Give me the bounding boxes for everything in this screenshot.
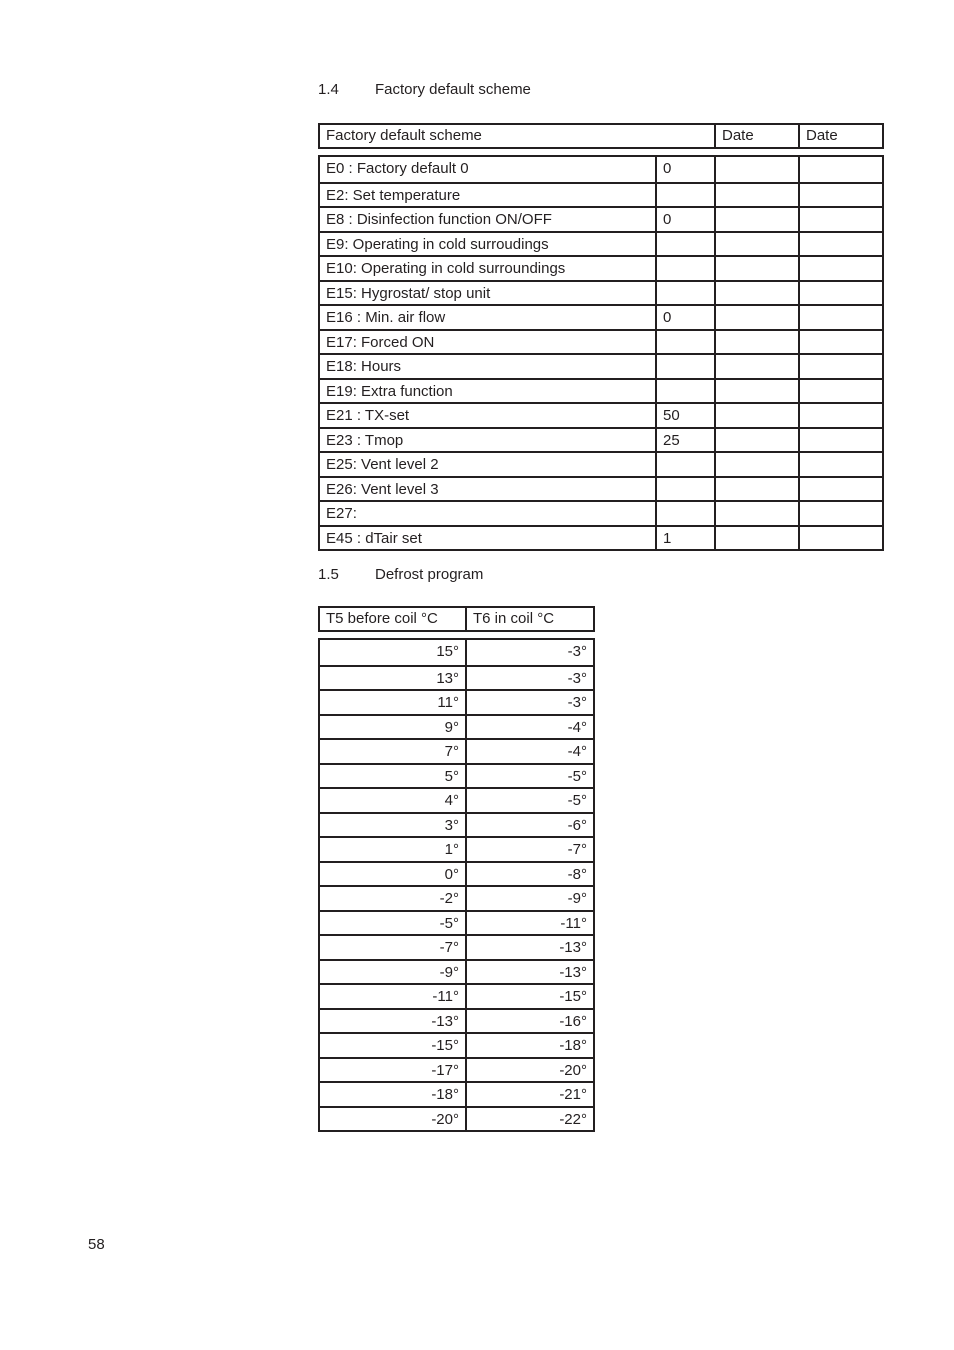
date-cell-1: [714, 478, 798, 501]
t6-value: -3°: [465, 640, 593, 665]
t6-value: -5°: [465, 789, 593, 812]
table-row: [320, 157, 882, 182]
date-cell-1: [714, 208, 798, 231]
table-row: [320, 640, 593, 665]
default-value: [655, 257, 714, 280]
default-value: 0: [655, 306, 714, 329]
defrost-table-header: [318, 606, 595, 632]
date-cell-1: [714, 282, 798, 305]
date-cell-1: [714, 502, 798, 525]
table-row: [320, 910, 593, 935]
table-row: [320, 1057, 593, 1082]
section-heading-1-5: [318, 565, 483, 585]
table-row: [320, 1008, 593, 1033]
date-cell-1: [714, 306, 798, 329]
table-row: [320, 861, 593, 886]
t5-value: 0°: [444, 865, 459, 883]
date-cell-2: [798, 355, 882, 378]
t5-value: -11°: [432, 988, 459, 1005]
default-value: [655, 233, 714, 256]
table-row: [320, 1081, 593, 1106]
t6-value: -3°: [465, 691, 593, 714]
table-row: [320, 959, 593, 984]
header-cell-date-1: Date: [714, 125, 798, 147]
parameter-label: E26: Vent level 3: [326, 480, 439, 498]
table-row: [320, 983, 593, 1008]
t6-value: -18°: [465, 1034, 593, 1057]
default-value: [655, 502, 714, 525]
t5-value: -13°: [431, 1012, 459, 1030]
date-cell-2: [798, 306, 882, 329]
parameter-label: E17: Forced ON: [326, 333, 435, 351]
parameter-label: E45 : dTair set: [326, 529, 422, 547]
date-cell-2: [798, 257, 882, 280]
date-cell-2: [798, 157, 882, 182]
default-value: [655, 355, 714, 378]
table-row: [320, 787, 593, 812]
t6-value: -9°: [465, 887, 593, 910]
t5-value: 13°: [436, 669, 459, 687]
table-row: [320, 738, 593, 763]
t6-value: -3°: [465, 667, 593, 690]
t5-value: -18°: [431, 1086, 459, 1103]
t5-value: -17°: [431, 1061, 459, 1079]
date-cell-2: [798, 208, 882, 231]
table-row: [320, 763, 593, 788]
table-row: [320, 378, 882, 403]
section-title: Factory default scheme: [375, 81, 531, 98]
t6-value: -6°: [465, 814, 593, 837]
default-value: [655, 380, 714, 403]
table-row: [320, 451, 882, 476]
t5-value: 3°: [444, 816, 459, 834]
date-cell-1: [714, 404, 798, 427]
table-row: [320, 836, 593, 861]
table-row: [320, 665, 593, 690]
t6-value: -15°: [465, 985, 593, 1008]
date-cell-1: [714, 380, 798, 403]
table-row: [320, 812, 593, 837]
default-value: 1: [655, 527, 714, 550]
table-row: [320, 255, 882, 280]
date-cell-2: [798, 527, 882, 550]
parameter-label: E16 : Min. air flow: [326, 309, 446, 326]
t5-value: 5°: [444, 767, 459, 785]
date-cell-2: [798, 404, 882, 427]
parameter-label: E0 : Factory default 0: [326, 160, 469, 177]
t6-value: -11°: [465, 912, 593, 935]
t5-value: -7°: [439, 939, 459, 956]
section-title: Defrost program: [375, 566, 484, 583]
t6-value: -7°: [465, 838, 593, 861]
table-row: [320, 885, 593, 910]
table-row: [320, 427, 882, 452]
table-row: [320, 329, 882, 354]
default-value: 0: [655, 157, 714, 182]
t6-value: -5°: [465, 765, 593, 788]
date-cell-2: [798, 429, 882, 452]
header-cell-scheme: Factory default scheme: [326, 127, 482, 144]
table-row: [320, 934, 593, 959]
header-cell-t6: T6 in coil °C: [465, 608, 593, 630]
header-row: [320, 125, 882, 147]
t6-value: -13°: [465, 936, 593, 959]
parameter-label: E21 : TX-set: [326, 407, 410, 424]
date-cell-1: [714, 184, 798, 207]
table-row: [320, 1106, 593, 1131]
table-row: [320, 525, 882, 550]
default-value: [655, 331, 714, 354]
header-cell-date-2: Date: [798, 125, 882, 147]
section-number: 1.5: [318, 566, 339, 583]
t6-value: -13°: [465, 961, 593, 984]
date-cell-1: [714, 453, 798, 476]
date-cell-2: [798, 453, 882, 476]
date-cell-1: [714, 527, 798, 550]
date-cell-1: [714, 429, 798, 452]
t5-value: -2°: [439, 890, 459, 907]
default-value: [655, 453, 714, 476]
t5-value: 11°: [437, 694, 459, 711]
table-row: [320, 402, 882, 427]
table-row: [320, 1032, 593, 1057]
parameter-label: E15: Hygrostat/ stop unit: [326, 284, 491, 302]
t5-value: 15°: [436, 643, 459, 660]
t5-value: -15°: [431, 1037, 459, 1054]
t6-value: -4°: [465, 716, 593, 739]
section-heading-1-4: [318, 80, 531, 100]
parameter-label: E18: Hours: [326, 358, 402, 375]
date-cell-2: [798, 502, 882, 525]
t5-value: -20°: [431, 1110, 459, 1128]
table-row: [320, 280, 882, 305]
t5-value: 9°: [444, 718, 459, 736]
date-cell-1: [714, 331, 798, 354]
t6-value: -21°: [465, 1083, 593, 1106]
table-row: [320, 231, 882, 256]
default-value: 0: [655, 208, 714, 231]
table-row: [320, 304, 882, 329]
table-row: [320, 182, 882, 207]
factory-default-table: [318, 155, 884, 551]
parameter-label: E19: Extra function: [326, 382, 453, 400]
t6-value: -8°: [465, 863, 593, 886]
table-row: [320, 500, 882, 525]
date-cell-2: [798, 478, 882, 501]
default-value: [655, 478, 714, 501]
date-cell-2: [798, 331, 882, 354]
t5-value: 1°: [444, 841, 459, 858]
default-value: 50: [655, 404, 714, 427]
table-row: [320, 353, 882, 378]
header-cell-t5: T5 before coil °C: [326, 610, 438, 627]
section-number: 1.4: [318, 81, 339, 98]
parameter-label: E8 : Disinfection function ON/OFF: [326, 211, 552, 228]
parameter-label: E27:: [326, 505, 357, 522]
t5-value: 7°: [444, 743, 459, 760]
table-row: [320, 206, 882, 231]
date-cell-2: [798, 184, 882, 207]
defrost-program-table: [318, 638, 595, 1132]
t5-value: 4°: [444, 792, 459, 809]
date-cell-1: [714, 157, 798, 182]
parameter-label: E9: Operating in cold surroudings: [326, 235, 549, 253]
parameter-label: E2: Set temperature: [326, 186, 461, 204]
table-row: [320, 714, 593, 739]
factory-table-header: [318, 123, 884, 149]
table-row: [320, 689, 593, 714]
page-number: 58: [88, 1236, 105, 1253]
t6-value: -4°: [465, 740, 593, 763]
parameter-label: E10: Operating in cold surroundings: [326, 260, 566, 277]
date-cell-2: [798, 233, 882, 256]
parameter-label: E23 : Tmop: [326, 431, 404, 449]
t5-value: -5°: [439, 914, 459, 932]
date-cell-1: [714, 257, 798, 280]
table-row: [320, 476, 882, 501]
date-cell-1: [714, 355, 798, 378]
t6-value: -22°: [465, 1108, 593, 1131]
parameter-label: E25: Vent level 2: [326, 456, 439, 473]
t5-value: -9°: [439, 963, 459, 981]
date-cell-1: [714, 233, 798, 256]
t6-value: -20°: [465, 1059, 593, 1082]
default-value: [655, 184, 714, 207]
header-row: [320, 608, 593, 630]
t6-value: -16°: [465, 1010, 593, 1033]
date-cell-2: [798, 282, 882, 305]
default-value: 25: [655, 429, 714, 452]
date-cell-2: [798, 380, 882, 403]
default-value: [655, 282, 714, 305]
